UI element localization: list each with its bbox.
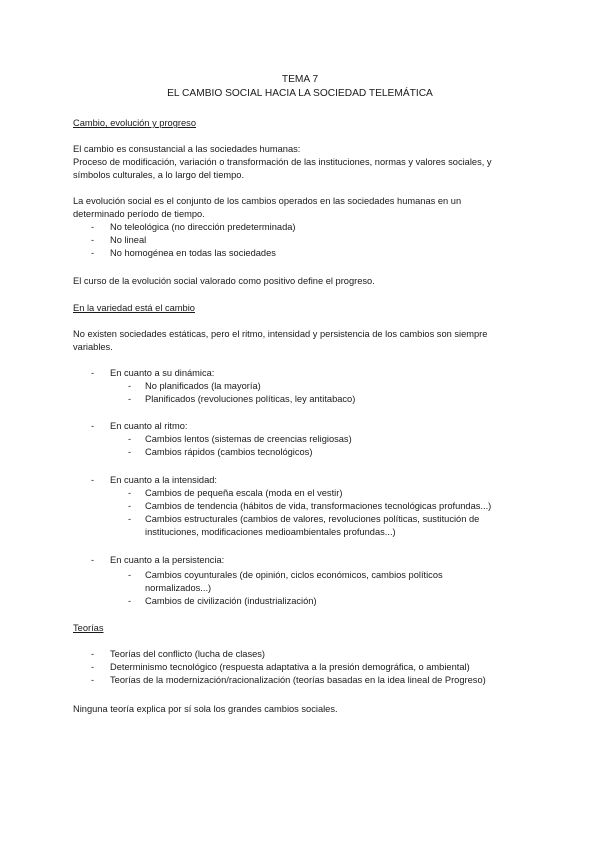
group-label-intensidad: En cuanto a la intensidad:	[110, 475, 217, 485]
list-item: Cambios estructurales (cambios de valores, revoluciones políticas, sustitución de	[145, 514, 480, 524]
paragraph-line: variables.	[73, 342, 113, 352]
paragraph-line: determinado período de tiempo.	[73, 209, 205, 219]
group-label-dinamica: En cuanto a su dinámica:	[110, 368, 215, 378]
bullet-dash: -	[91, 235, 95, 245]
section-heading-cambio: Cambio, evolución y progreso	[73, 118, 196, 128]
bullet-dash: -	[91, 662, 95, 672]
bullet-dash: -	[91, 368, 95, 378]
conclusion-paragraph: Ninguna teoría explica por sí sola los grandes cambios sociales.	[73, 704, 338, 714]
group-label-persistencia: En cuanto a la persistencia:	[110, 555, 225, 565]
section-heading-variedad: En la variedad está el cambio	[73, 303, 195, 313]
bullet-dash: -	[91, 248, 95, 258]
list-item: Determinismo tecnológico (respuesta adaptativa a la presión demográfica, o ambiental)	[110, 662, 470, 672]
bullet-dash: -	[91, 421, 95, 431]
page-title-line1: TEMA 7	[281, 74, 319, 85]
list-item-continuation: instituciones, modificaciones medioambientales profundas...)	[145, 527, 396, 537]
bullet-dash: -	[91, 475, 95, 485]
bullet-dash: -	[91, 222, 95, 232]
section-heading-teorias: Teorías	[73, 623, 104, 633]
bullet-dash: -	[128, 570, 132, 580]
paragraph-line: Proceso de modificación, variación o transformación de las instituciones, normas y valores sociales, y	[73, 157, 492, 167]
bullet-dash: -	[128, 501, 132, 511]
bullet-dash: -	[128, 514, 132, 524]
paragraph-line: El cambio es consustancial a las sociedades humanas:	[73, 144, 301, 154]
paragraph-line: La evolución social es el conjunto de los cambios operados en las sociedades humanas en un	[73, 196, 462, 206]
list-item: No teleológica (no dirección predeterminada)	[110, 222, 296, 232]
list-item: Cambios coyunturales (de opinión, ciclos económicos, cambios políticos	[145, 570, 443, 580]
paragraph-line: símbolos culturales, a lo largo del tiempo.	[73, 170, 245, 180]
list-item: Cambios de civilización (industrialización)	[145, 596, 317, 606]
bullet-dash: -	[128, 447, 132, 457]
bullet-dash: -	[91, 555, 95, 565]
bullet-dash: -	[128, 434, 132, 444]
list-item: Cambios lentos (sistemas de creencias religiosas)	[145, 434, 352, 444]
bullet-dash: -	[128, 381, 132, 391]
list-item: Cambios de tendencia (hábitos de vida, transformaciones tecnológicas profundas...)	[145, 501, 492, 511]
bullet-dash: -	[128, 394, 132, 404]
bullet-dash: -	[128, 488, 132, 498]
list-item-continuation: normalizados...)	[145, 583, 212, 593]
group-label-ritmo: En cuanto al ritmo:	[110, 421, 188, 431]
page-title-line2: EL CAMBIO SOCIAL HACIA LA SOCIEDAD TELEMÁTICA	[167, 88, 433, 99]
list-item: No homogénea en todas las sociedades	[110, 248, 276, 258]
list-item: Teorías del conflicto (lucha de clases)	[110, 649, 266, 659]
bullet-dash: -	[91, 649, 95, 659]
paragraph-line: El curso de la evolución social valorado como positivo define el progreso.	[73, 276, 375, 286]
list-item: Teorías de la modernización/racionalización (teorías basadas en la idea lineal de Progreso)	[110, 675, 486, 685]
paragraph-line: No existen sociedades estáticas, pero el ritmo, intensidad y persistencia de los cambios son siempre	[73, 329, 488, 339]
list-item: Cambios rápidos (cambios tecnológicos)	[145, 447, 313, 457]
bullet-dash: -	[91, 675, 95, 685]
bullet-dash: -	[128, 596, 132, 606]
list-item: Planificados (revoluciones políticas, ley antitabaco)	[145, 394, 356, 404]
list-item: Cambios de pequeña escala (moda en el vestir)	[145, 488, 343, 498]
list-item: No lineal	[110, 235, 147, 245]
list-item: No planificados (la mayoría)	[145, 381, 261, 391]
